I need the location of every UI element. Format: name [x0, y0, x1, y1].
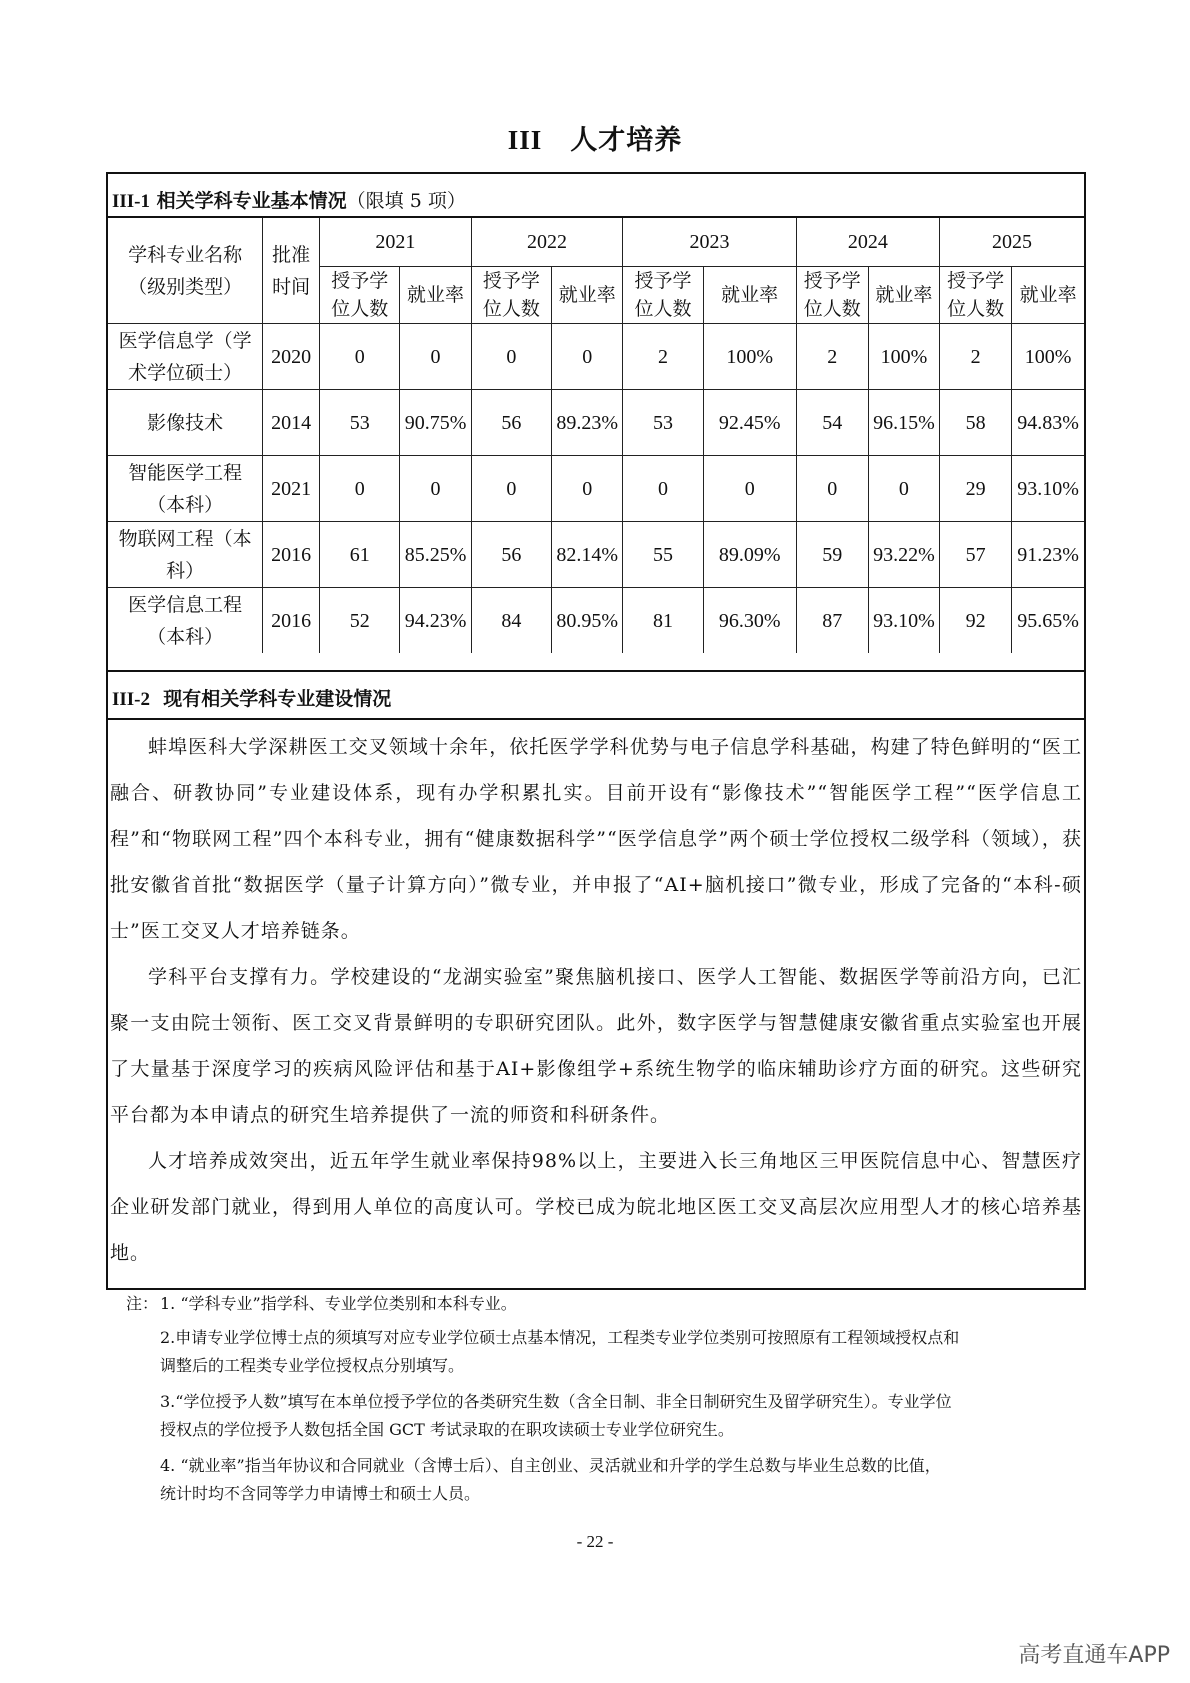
watermark: 高考直通车APP	[1018, 1643, 1170, 1668]
note-line: “就业率”指当年协议和合同就业（含博士后）、自主创业、灵活就业和升学的学生总数与毕业生总数的比值，	[180, 1456, 941, 1475]
header-grant: 授予学 位人数	[796, 267, 868, 324]
cell: 95.65%	[1012, 588, 1084, 654]
cell: 61	[319, 522, 399, 588]
discipline-table	[108, 218, 1084, 653]
cell: 90.75%	[400, 390, 471, 456]
note-line: “学位授予人数”填写在本单位授予学位的各类研究生数（含全日制、非全日制研究生及留学研究生）。专业学位	[175, 1392, 952, 1411]
row-year: 2016	[263, 522, 320, 588]
cell: 0	[471, 324, 551, 390]
cell: 82.14%	[552, 522, 623, 588]
cell: 96.30%	[703, 588, 796, 654]
table-header-row	[108, 218, 1084, 267]
paragraph: 人才培养成效突出，近五年学生就业率保持98%以上，主要进入长三角地区三甲医院信息中心、智慧医疗企业研发部门就业，得到用人单位的高度认可。学校已成为皖北地区医工交叉高层次应用型人才的核心培养基地。	[110, 1150, 1082, 1264]
section1-code: III-1	[112, 191, 151, 212]
header-grant: 授予学 位人数	[471, 267, 551, 324]
paragraph: 蚌埠医科大学深耕医工交叉领域十余年，依托医学学科优势与电子信息学科基础，构建了特色鲜明的“医工融合、研教协同”专业建设体系，现有办学积累扎实。目前开设有“影像技术”“智能医学工程”“医学信息工程”和“物联网工程”四个本科专业，拥有“健康数据科学”“医学信息学”两个硕士学位授权二级学科（领域），获批安徽省首批“数据医学（量子计算方向）”微专业，并申报了“AI+脑机接口”微专业，形成了完备的“本科-硕士”医工交叉人才培养链条。	[110, 736, 1082, 942]
cell: 96.15%	[868, 390, 939, 456]
cell: 0	[703, 456, 796, 522]
cell: 0	[471, 456, 551, 522]
section1-heading	[108, 186, 1084, 213]
section2-heading	[108, 684, 1084, 711]
cell: 87	[796, 588, 868, 654]
notes	[126, 1290, 1076, 1508]
cell: 52	[319, 588, 399, 654]
cell: 91.23%	[1012, 522, 1084, 588]
note-line: 调整后的工程类专业学位授权点分别填写。	[160, 1356, 465, 1375]
note-line: “学科专业”指学科、专业学位类别和本科专业。	[180, 1294, 517, 1313]
note-line: 统计时均不含同等学力申请博士和硕士人员。	[160, 1484, 481, 1503]
note-item	[126, 1290, 1076, 1318]
cell: 80.95%	[552, 588, 623, 654]
cell: 0	[552, 456, 623, 522]
header-year: 2023	[623, 218, 796, 267]
header-year: 2021	[319, 218, 471, 267]
note-label: 1.	[160, 1294, 176, 1313]
notes-prefix: 注：	[126, 1294, 159, 1313]
cell: 56	[471, 390, 551, 456]
cell: 53	[319, 390, 399, 456]
cell: 56	[471, 522, 551, 588]
cell: 92	[940, 588, 1012, 654]
cell: 54	[796, 390, 868, 456]
row-name: 医学信息学（学 术学位硕士）	[108, 324, 263, 390]
header-grant: 授予学 位人数	[623, 267, 703, 324]
cell: 2	[940, 324, 1012, 390]
header-rate: 就业率	[1012, 267, 1084, 324]
cell: 55	[623, 522, 703, 588]
row-name: 智能医学工程 （本科）	[108, 456, 263, 522]
row-year: 2014	[263, 390, 320, 456]
header-time-col: 批准 时间	[263, 218, 320, 324]
row-year: 2020	[263, 324, 320, 390]
cell: 93.10%	[868, 588, 939, 654]
divider	[108, 718, 1084, 720]
header-name-col: 学科专业名称 （级别类型）	[108, 218, 263, 324]
cell: 89.23%	[552, 390, 623, 456]
header-rate: 就业率	[703, 267, 796, 324]
table-row	[108, 522, 1084, 588]
section2-body	[110, 724, 1082, 1276]
title-roman: III	[507, 125, 543, 155]
cell: 84	[471, 588, 551, 654]
cell: 53	[623, 390, 703, 456]
note-line: 申请专业学位博士点的须填写对应专业学位硕士点基本情况，工程类专业学位类别可按照原有工程领域授权点和	[175, 1328, 960, 1347]
cell: 93.10%	[1012, 456, 1084, 522]
note-label: 3.	[160, 1392, 176, 1411]
cell: 0	[796, 456, 868, 522]
cell: 81	[623, 588, 703, 654]
header-rate: 就业率	[552, 267, 623, 324]
section2-code: III-2	[112, 689, 151, 710]
row-name: 影像技术	[108, 390, 263, 456]
cell: 2	[623, 324, 703, 390]
row-name: 物联网工程（本 科）	[108, 522, 263, 588]
cell: 85.25%	[400, 522, 471, 588]
cell: 92.45%	[703, 390, 796, 456]
table-row	[108, 456, 1084, 522]
cell: 100%	[868, 324, 939, 390]
section1-title: 相关学科专业基本情况	[156, 190, 347, 212]
cell: 2	[796, 324, 868, 390]
header-rate: 就业率	[868, 267, 939, 324]
note-item	[126, 1324, 1076, 1380]
cell: 0	[319, 456, 399, 522]
cell: 94.23%	[400, 588, 471, 654]
cell: 0	[400, 456, 471, 522]
header-year: 2022	[471, 218, 623, 267]
cell: 93.22%	[868, 522, 939, 588]
table-row	[108, 390, 1084, 456]
cell: 89.09%	[703, 522, 796, 588]
header-year: 2024	[796, 218, 939, 267]
title-text: 人才培养	[570, 125, 683, 156]
cell: 57	[940, 522, 1012, 588]
cell: 0	[400, 324, 471, 390]
header-year: 2025	[940, 218, 1084, 267]
cell: 58	[940, 390, 1012, 456]
header-grant: 授予学 位人数	[940, 267, 1012, 324]
cell: 59	[796, 522, 868, 588]
table-row	[108, 588, 1084, 654]
section1-note: （限填 5 项）	[346, 190, 466, 212]
note-item	[126, 1452, 1076, 1508]
row-name: 医学信息工程 （本科）	[108, 588, 263, 654]
table-row	[108, 324, 1084, 390]
cell: 0	[868, 456, 939, 522]
row-year: 2016	[263, 588, 320, 654]
note-label: 2.	[160, 1328, 176, 1347]
note-item	[126, 1388, 1076, 1444]
paragraph: 学科平台支撑有力。学校建设的“龙湖实验室”聚焦脑机接口、医学人工智能、数据医学等前沿方向，已汇聚一支由院士领衔、医工交叉背景鲜明的专职研究团队。此外，数字医学与智慧健康安徽省重点实验室也开展了大量基于深度学习的疾病风险评估和基于AI+影像组学+系统生物学的临床辅助诊疗方面的研究。这些研究平台都为本申请点的研究生培养提供了一流的师资和科研条件。	[110, 966, 1082, 1126]
cell: 94.83%	[1012, 390, 1084, 456]
cell: 100%	[1012, 324, 1084, 390]
page-title	[0, 118, 1190, 157]
divider	[108, 670, 1084, 672]
section2-title: 现有相关学科专业建设情况	[163, 688, 392, 710]
cell: 100%	[703, 324, 796, 390]
row-year: 2021	[263, 456, 320, 522]
cell: 0	[319, 324, 399, 390]
page-number: - 22 -	[576, 1532, 614, 1551]
cell: 0	[623, 456, 703, 522]
cell: 0	[552, 324, 623, 390]
header-grant: 授予学 位人数	[319, 267, 399, 324]
header-rate: 就业率	[400, 267, 471, 324]
note-line: 授权点的学位授予人数包括全国 GCT 考试录取的在职攻读硕士专业学位研究生。	[160, 1420, 734, 1439]
cell: 29	[940, 456, 1012, 522]
note-label: 4.	[160, 1456, 176, 1475]
